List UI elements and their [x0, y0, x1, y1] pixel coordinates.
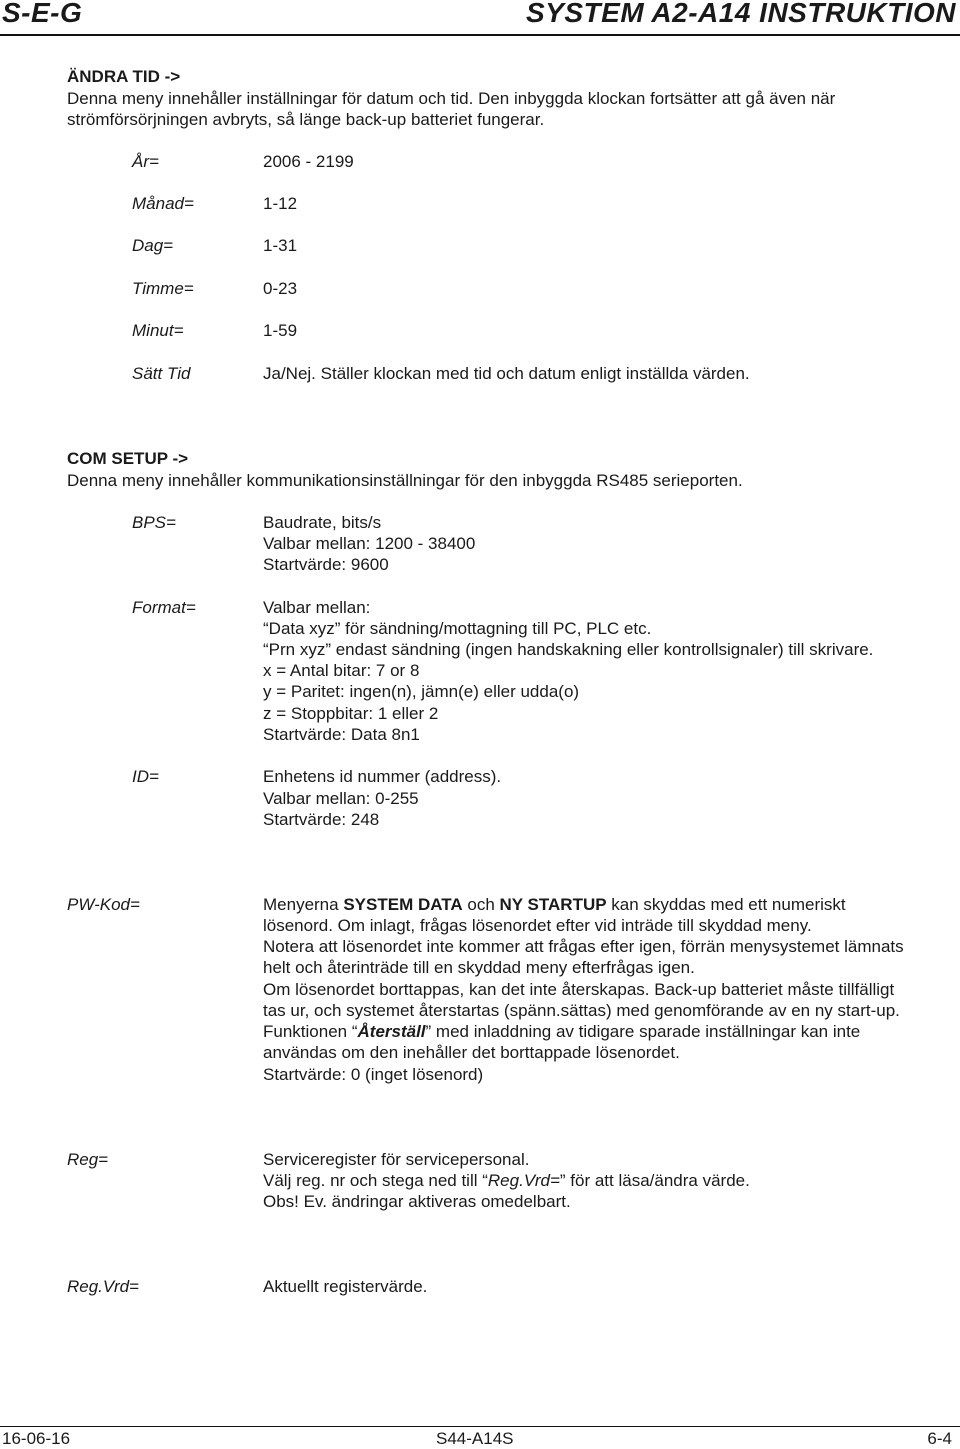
pw-system-data: SYSTEM DATA — [343, 895, 463, 914]
com-setup-desc: Denna meny innehåller kommunikationsinställningar för den inbyggda RS485 serieporten. — [67, 471, 743, 490]
bps-label: BPS= — [132, 513, 176, 532]
pw-line-6: tas ur, och systemet återstartas (spänn.sättas) med genomförande av en ny start-up. — [263, 1001, 900, 1020]
pw-aterstall: Återställ — [357, 1022, 426, 1041]
reg-line-1: Serviceregister för servicepersonal. — [263, 1150, 530, 1169]
minute-value: 1-59 — [263, 321, 298, 340]
footer-page-number: 6-4 — [927, 1429, 952, 1448]
pw-line-1-c: och — [462, 895, 500, 914]
pw-func-c: ” med inladdning av tidigare sparade inställningar kan inte — [425, 1022, 861, 1041]
minute-label: Minut= — [132, 321, 184, 340]
pw-line-5: Om lösenordet borttappas, kan det inte återskapas. Back-up batteriet måste tillfälligt — [263, 980, 895, 999]
pw-line-1-a: Menyerna — [263, 895, 344, 914]
year-label: År= — [132, 152, 159, 171]
andra-tid-heading: ÄNDRA TID -> — [67, 67, 181, 86]
id-label: ID= — [132, 767, 159, 786]
reg-line-2-b: Reg.Vrd= — [487, 1171, 560, 1190]
format-label: Format= — [132, 598, 196, 617]
day-label: Dag= — [132, 236, 174, 255]
regvrd-value: Aktuellt registervärde. — [263, 1277, 428, 1296]
andra-tid-desc-1: Denna meny innehåller inställningar för datum och tid. Den inbyggda klockan fortsätter att gå även när — [67, 89, 836, 108]
format-line-7: Startvärde: Data 8n1 — [263, 725, 420, 744]
format-line-5: y = Paritet: ingen(n), jämn(e) eller udda(o) — [263, 682, 580, 701]
pw-line-1-e: kan skyddas med ett numeriskt — [606, 895, 846, 914]
brand-title: S-E-G — [2, 0, 83, 28]
pw-line-1 — [263, 894, 846, 915]
pw-ny-startup: NY STARTUP — [499, 895, 607, 914]
format-line-6: z = Stoppbitar: 1 eller 2 — [263, 704, 439, 723]
pw-line-9: Startvärde: 0 (inget lösenord) — [263, 1065, 484, 1084]
pw-label: PW-Kod= — [67, 895, 140, 914]
reg-label: Reg= — [67, 1150, 109, 1169]
format-line-1: Valbar mellan: — [263, 598, 371, 617]
bps-line-1: Baudrate, bits/s — [263, 513, 382, 532]
reg-line-2-c: ” för att läsa/ändra värde. — [559, 1171, 750, 1190]
day-value: 1-31 — [263, 236, 298, 255]
pw-line-3: Notera att lösenordet inte kommer att frågas efter igen, förrän menysystemet lämnats — [263, 937, 904, 956]
document-title: SYSTEM A2-A14 INSTRUKTION — [526, 0, 956, 28]
reg-line-2-a: Välj reg. nr och stega ned till “ — [263, 1171, 488, 1190]
month-value: 1-12 — [263, 194, 298, 213]
com-setup-heading: COM SETUP -> — [67, 449, 189, 468]
id-line-1: Enhetens id nummer (address). — [263, 767, 502, 786]
hour-label: Timme= — [132, 279, 194, 298]
page-footer — [0, 1426, 960, 1446]
footer-date: 16-06-16 — [2, 1429, 71, 1448]
pw-func-a: Funktionen “ — [263, 1022, 358, 1041]
format-line-2: “Data xyz” för sändning/mottagning till PC, PLC etc. — [263, 619, 652, 638]
pw-line-7 — [263, 1021, 860, 1042]
reg-line-3: Obs! Ev. ändringar aktiveras omedelbart. — [263, 1192, 571, 1211]
year-value: 2006 - 2199 — [263, 152, 354, 171]
set-time-label: Sätt Tid — [132, 364, 191, 383]
pw-line-2: lösenord. Om inlagt, frågas lösenordet efter vid inträde till skyddad meny. — [263, 916, 812, 935]
bps-line-3: Startvärde: 9600 — [263, 555, 389, 574]
month-label: Månad= — [132, 194, 194, 213]
regvrd-label: Reg.Vrd= — [67, 1277, 139, 1296]
id-line-2: Valbar mellan: 0-255 — [263, 789, 419, 808]
pw-line-4: helt och återinträde till en skyddad meny efterfrågas igen. — [263, 958, 695, 977]
pw-line-8: användas om den inehåller det borttappade lösenordet. — [263, 1043, 680, 1062]
bps-line-2: Valbar mellan: 1200 - 38400 — [263, 534, 476, 553]
footer-doc-id: S44-A14S — [436, 1429, 514, 1448]
andra-tid-desc-2: strömförsörjningen avbryts, så länge back-up batteriet fungerar. — [67, 110, 545, 129]
set-time-value: Ja/Nej. Ställer klockan med tid och datum enligt inställda värden. — [263, 364, 750, 383]
reg-line-2 — [263, 1170, 750, 1191]
page-header — [0, 0, 960, 36]
format-line-4: x = Antal bitar: 7 or 8 — [263, 661, 420, 680]
hour-value: 0-23 — [263, 279, 298, 298]
format-line-3: “Prn xyz” endast sändning (ingen handskakning eller kontrollsignaler) till skrivare. — [263, 640, 874, 659]
id-line-3: Startvärde: 248 — [263, 810, 380, 829]
